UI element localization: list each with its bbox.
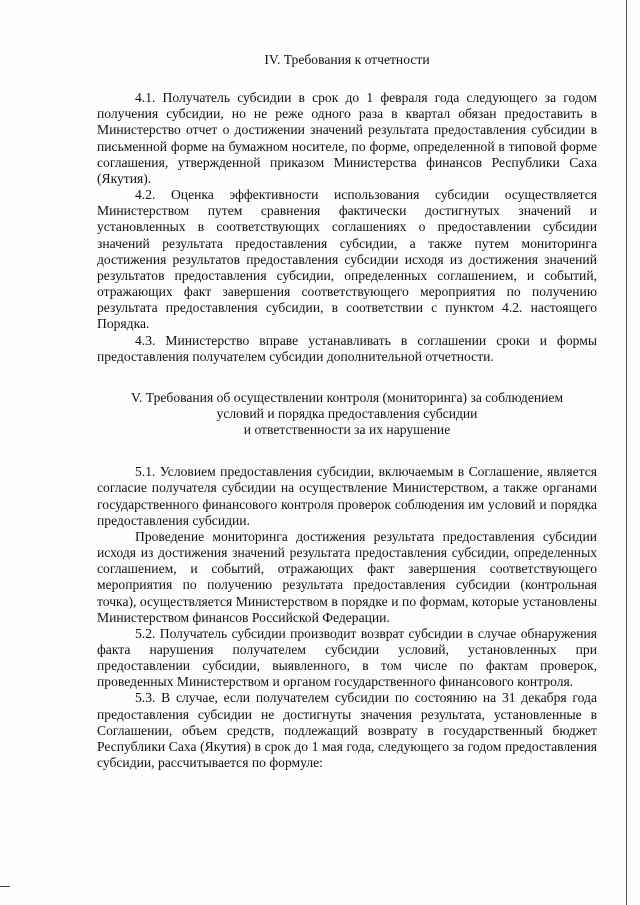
section-5-title-line-2: условий и порядка предоставления субсидии (216, 405, 478, 421)
section-5-title-line-1: V. Требования об осуществлении контроля (мониторинга) за соблюдением (130, 389, 564, 405)
section-5-title (97, 390, 597, 438)
paragraph-4-1: 4.1. Получатель субсидии в срок до 1 февраля года следующего за годом получения субсидии, но не реже одного раза в квартал обязан предоставить в Министерство отчет о достижении значений результата предоставления субсидии в письменной форме на бумажном носителе, по форме, определенной в типовой форме соглашения, утвержденной приказом Министерства финансов Республики Саха (Якутия). (97, 90, 597, 186)
scan-margin-mark (0, 886, 10, 887)
section-4-title: IV. Требования к отчетности (264, 52, 430, 67)
paragraph-5-1: 5.1. Условием предоставления субсидии, включаемым в Соглашение, является согласие получателя субсидии на осуществление Министерством, а также органами государственного финансового контроля проверок соблюдения им условий и порядка предоставления субсидии. (97, 464, 597, 528)
document-body (97, 52, 597, 771)
scan-edge-line (626, 0, 627, 905)
paragraph-5-3: 5.3. В случае, если получателем субсидии по состоянию на 31 декабря года предоставления субсидии не достигнуты значения результата, установленные в Соглашении, объем средств, подлежащий возврату в государственный бюджет Республики Саха (Якутия) в срок до 1 мая года, следующего за годом предоставления субсидии, рассчитывается по формуле: (97, 690, 597, 771)
paragraph-4-2: 4.2. Оценка эффективности использования субсидии осуществляется Министерством путем сравнения фактически достигнутых значений и установленных в соответствующих соглашениях о предоставлении субсидии значений результата предоставления субсидии, а также путем мониторинга достижения результатов предоставления субсидии исходя из достижения значений результатов предоставления субсидии, определенных соглашением, и событий, отражающих факт завершения соответствующего мероприятия по получению результата предоставления субсидии, в соответствии с пунктом 4.2. настоящего Порядка. (97, 187, 597, 332)
paragraph-5-2: 5.2. Получатель субсидии производит возврат субсидии в случае обнаружения факта нарушения получателем субсидии условий, установленных при предоставлении субсидии, выявленного, в том числе по фактам проверок, проведенных Министерством и органом государственного финансового контроля. (97, 625, 597, 690)
paragraph-4-3: 4.3. Министерство вправе устанавливать в соглашении сроки и формы предоставления получателем субсидии дополнительной отчетности. (97, 332, 597, 364)
paragraph-5-1-monitoring: Проведение мониторинга достижения результата предоставления субсидии исходя из достижения значений результата предоставления субсидии, определенных соглашением, и событий, отражающих факт завершения соответствующего мероприятия по получению результата предоставления субсидии (контрольная точка), осуществляется Министерством в порядке и по формам, которые установлены Министерством финансов Российской Федерации. (97, 528, 597, 625)
section-5-title-line-3: и ответственности за их нарушение (243, 422, 451, 438)
